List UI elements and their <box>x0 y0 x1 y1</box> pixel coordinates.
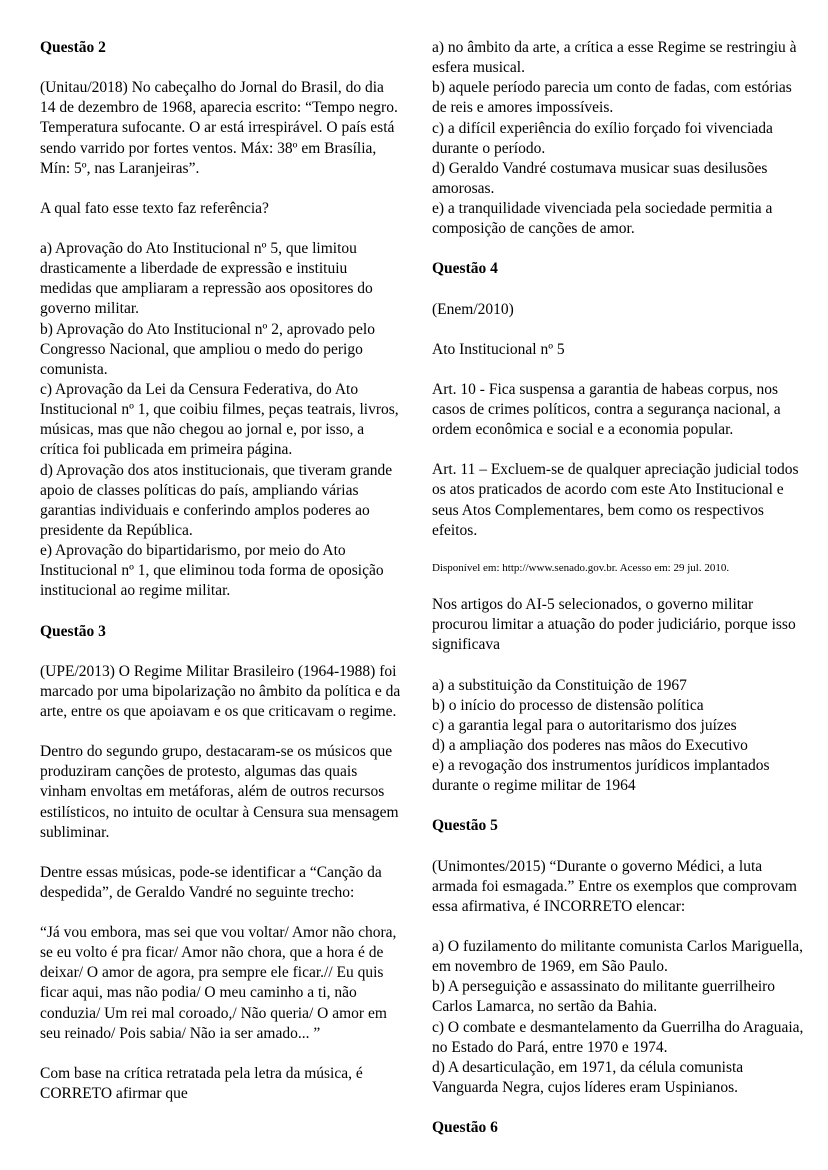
option-a: a) no âmbito da arte, a crítica a esse Regime se restringiu à esfera musical. <box>432 39 797 77</box>
option-a: a) Aprovação do Ato Institucional nº 5, que limitou drasticamente a liberdade de expressão e instituiu medidas que ampliaram a repressão aos opositores do governo militar. <box>40 239 373 318</box>
question-3-heading: Questão 3 <box>40 622 106 640</box>
option-d: d) Geraldo Vandré costumava musicar suas desilusões amorosas. <box>432 159 768 197</box>
option-e: e) a tranquilidade vivenciada pela sociedade permitia a composição de canções de amor. <box>432 200 773 238</box>
question-4-options <box>432 676 804 797</box>
option-e: e) a revogação dos instrumentos jurídicos implantados durante o regime militar de 1964 <box>432 757 770 795</box>
option-b: b) o início do processo de distensão política <box>432 696 704 714</box>
question-4-heading: Questão 4 <box>432 260 498 278</box>
question-2-prompt: A qual fato esse texto faz referência? <box>40 199 269 217</box>
option-c: c) a difícil experiência do exílio forçado foi vivenciada durante o período. <box>432 119 773 157</box>
question-4-document-title: Ato Institucional nº 5 <box>432 340 565 358</box>
option-c: c) a garantia legal para o autoritarismo dos juízes <box>432 716 737 734</box>
option-d: d) Aprovação dos atos institucionais, que tiveram grande apoio de classes políticas do país, ampliando várias garantias individuais e conferindo amplos poderes ao presidente da República. <box>40 461 393 539</box>
question-3-paragraph: Dentro do segundo grupo, destacaram-se os músicos que produziram canções de protesto, algumas das quais vinham envoltas em metáforas, além de outros recursos estilísticos, no intuito de ocultar à Censura sua mensagem subliminar. <box>40 743 399 841</box>
question-5-statement: (Unimontes/2015) “Durante o governo Médici, a luta armada foi esmagada.” Entre os exemplos que comprovam essa afirmativa, é INCORRETO elencar: <box>432 857 797 915</box>
question-4-source-tag: (Enem/2010) <box>432 300 514 318</box>
question-3-lyrics: “Já vou embora, mas sei que vou voltar/ Amor não chora, se eu volto é pra ficar/ Amor não chora, que a hora é de deixar/ O amor de agora, pra sempre ele ficar.// Eu quis ficar aqui, mas não podia/ O meu caminho a ti, não conduzia/ Um rei mal coroado,/ Não queria/ O amor em seu reinado/ Pois sabia/ Não ia ser amado... ” <box>40 924 397 1042</box>
right-column <box>432 38 804 1150</box>
left-column <box>40 38 402 1150</box>
question-4-citation: Disponível em: http://www.senado.gov.br. Acesso em: 29 jul. 2010. <box>432 561 730 574</box>
question-2-heading: Questão 2 <box>40 39 106 56</box>
option-a: a) O fuzilamento do militante comunista Carlos Mariguella, em novembro de 1969, em São Paulo. <box>432 937 804 976</box>
question-3-paragraph: Dentre essas músicas, pode-se identificar a “Canção da despedida”, de Geraldo Vandré no seguinte trecho: <box>40 863 382 901</box>
option-c: c) O combate e desmantelamento da Guerrilha do Araguaia, no Estado do Pará, entre 1970 e 1974. <box>432 1018 804 1056</box>
question-6-heading: Questão 6 <box>432 1119 498 1137</box>
question-2-statement: (Unitau/2018) No cabeçalho do Jornal do Brasil, do dia 14 de dezembro de 1968, aparecia escrito: “Tempo negro. Temperatura sufocante. O ar está irrespirável. O país está sendo varrido por fortes ventos. Máx: 38º em Brasília, Mín: 5º, nas Laranjeiras”. <box>40 79 398 177</box>
question-4-article-11: Art. 11 – Excluem-se de qualquer apreciação judicial todos os atos praticados de acordo com este Ato Institucional e seus Atos Complementares, bem como os respectivos efeitos. <box>432 461 799 539</box>
question-3-statement: (UPE/2013) O Regime Militar Brasileiro (1964-1988) foi marcado por uma bipolarização no âmbito da política e da arte, entre os que apoiavam e os que criticavam o regime. <box>40 662 401 720</box>
option-c: c) Aprovação da Lei da Censura Federativa, do Ato Institucional nº 1, que coibiu filmes, peças teatrais, livros, músicas, mas que não chegou ao jornal e, por isso, a crítica foi publicada em primeira página. <box>40 380 399 459</box>
option-e: e) Aprovação do bipartidarismo, por meio do Ato Institucional nº 1, que eliminou toda forma de oposição institucional ao regime militar. <box>40 542 384 600</box>
option-b: b) aquele período parecia um conto de fadas, com estórias de reis e amores impossíveis. <box>432 79 792 117</box>
question-2-options <box>40 239 402 602</box>
option-b: b) Aprovação do Ato Institucional nº 2, aprovado pelo Congresso Nacional, que ampliou o medo do perigo comunista. <box>40 320 375 378</box>
question-5-options <box>432 937 804 1098</box>
option-a: a) a substituição da Constituição de 1967 <box>432 676 687 694</box>
question-4-article-10: Art. 10 - Fica suspensa a garantia de habeas corpus, nos casos de crimes políticos, contra a segurança nacional, a ordem econômica e social e a economia popular. <box>432 380 781 439</box>
option-d: d) a ampliação dos poderes nas mãos do Executivo <box>432 736 748 754</box>
question-3-prompt: Com base na crítica retratada pela letra da música, é CORRETO afirmar que <box>40 1064 363 1103</box>
question-5-heading: Questão 5 <box>432 817 498 835</box>
option-b: b) A perseguição e assassinato do militante guerrilheiro Carlos Lamarca, no sertão da Bahia. <box>432 978 776 1016</box>
question-3-options <box>432 38 804 239</box>
option-d: d) A desarticulação, em 1971, da célula comunista Vanguarda Negra, cujos líderes eram Uspinianos. <box>432 1058 744 1096</box>
question-4-prompt: Nos artigos do AI-5 selecionados, o governo militar procurou limitar a atuação do poder judiciário, porque isso significava <box>432 596 796 654</box>
